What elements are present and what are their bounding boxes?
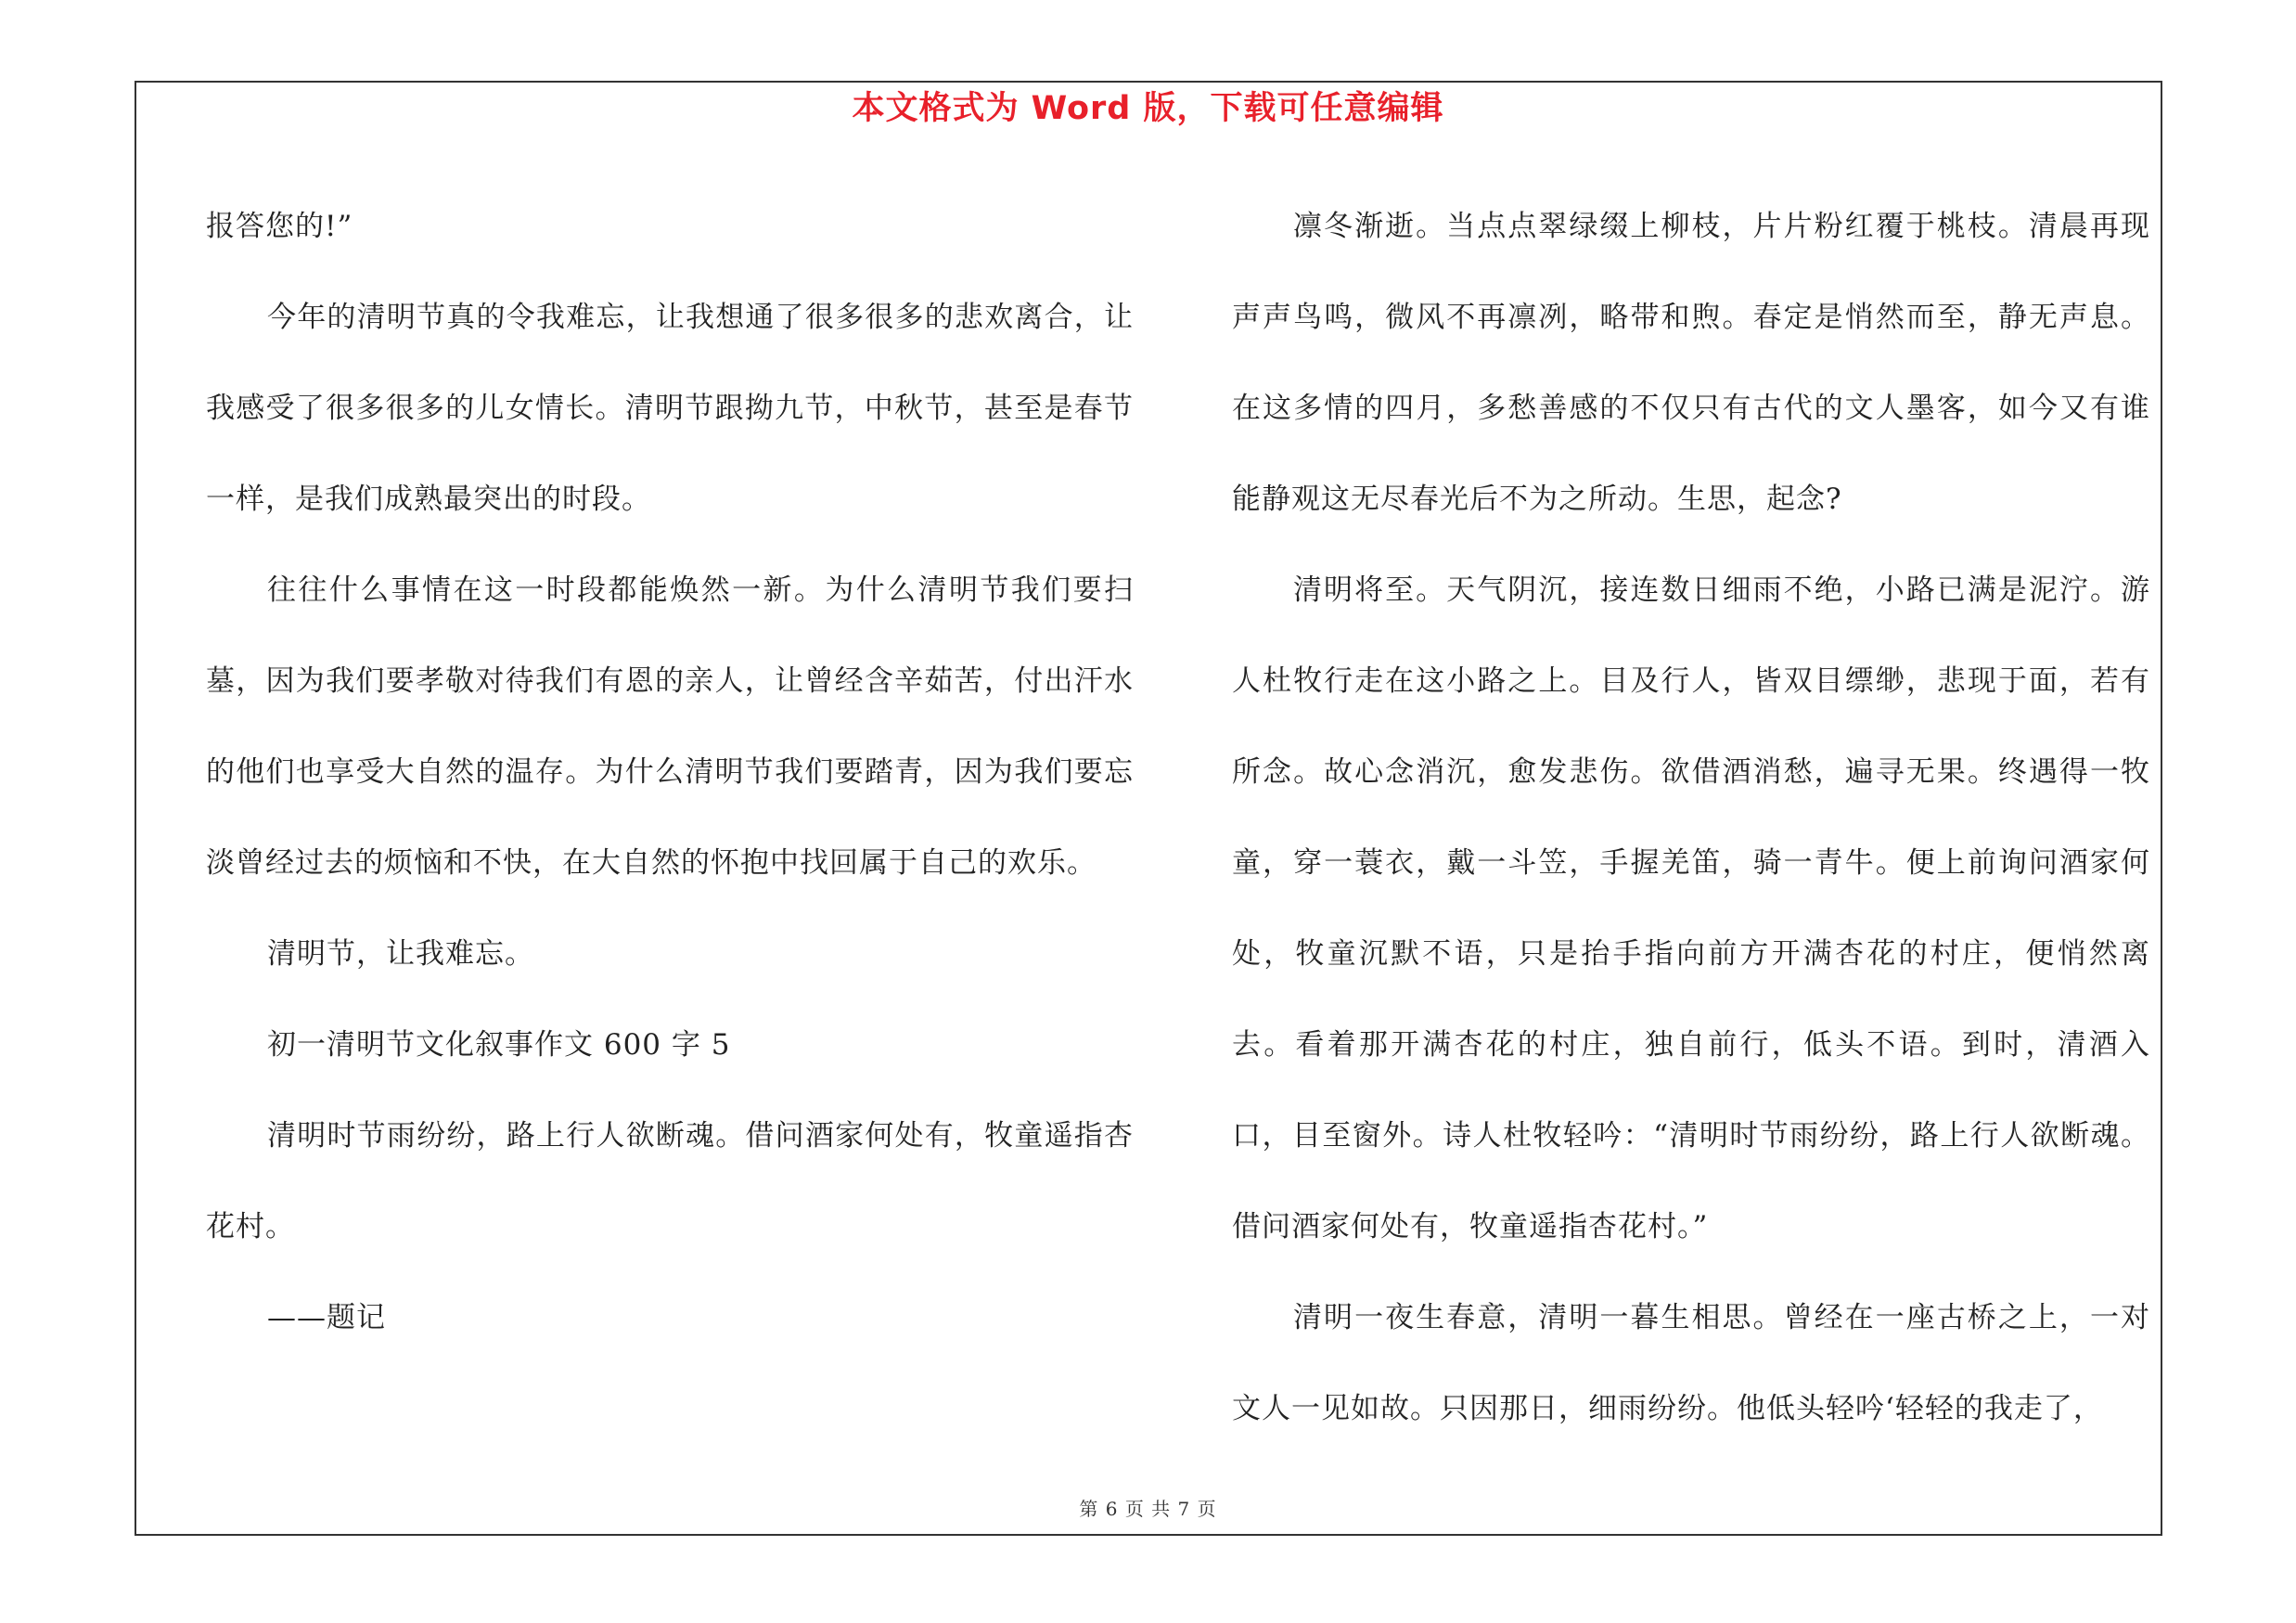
paragraph: 凛冬渐逝。当点点翠绿缀上柳枝，片片粉红覆于桃枝。清晨再现声声鸟鸣，微风不再凛冽，略带和煦。春定是悄然而至，静无声息。在这多情的四月，多愁善感的不仅只有古代的文人墨客，如今又有谁能静观这无尽春光后不为之所动。生思，起念? <box>1232 210 2150 516</box>
paragraph: 报答您的!” <box>206 210 353 243</box>
paragraph: 清明一夜生春意，清明一暮生相思。曾经在一座古桥之上，一对文人一见如故。只因那日，细雨纷纷。他低头轻吟‘轻轻的我走了， <box>1232 1301 2150 1425</box>
epigraph-attribution: ——题记 <box>267 1301 386 1334</box>
header-banner: 本文格式为 Word 版，下载可任意编辑 <box>852 90 1444 127</box>
paragraph: 清明将至。天气阴沉，接连数日细雨不绝，小路已满是泥泞。游人杜牧行走在这小路之上。目及行人，皆双目缥缈，悲现于面，若有所念。故心念消沉，愈发悲伤。欲借酒消愁，遍寻无果。终遇得一牧童，穿一蓑衣，戴一斗笠，手握羌笛，骑一青牛。便上前询问酒家何处，牧童沉默不语，只是抬手指向前方开满杏花的村庄，便悄然离去。看着那开满杏花的村庄，独自前行，低头不语。到时，清酒入口，目至窗外。诗人杜牧轻吟：“清明时节雨纷纷，路上行人欲断魂。借问酒家何处有，牧童遥指杏花村。” <box>1232 573 2150 1243</box>
paragraph: 今年的清明节真的令我难忘，让我想通了很多很多的悲欢离合，让我感受了很多很多的儿女情长。清明节跟拗九节，中秋节，甚至是春节一样，是我们成熟最突出的时段。 <box>206 301 1134 516</box>
page-number: 第 6 页 共 7 页 <box>1079 1498 1217 1520</box>
section-heading: 初一清明节文化叙事作文 600 字 5 <box>267 1028 731 1062</box>
paragraph: 往往什么事情在这一时段都能焕然一新。为什么清明节我们要扫墓，因为我们要孝敬对待我们有恩的亲人，让曾经含辛茹苦，付出汗水的他们也享受大自然的温存。为什么清明节我们要踏青，因为我们要忘淡曾经过去的烦恼和不快，在大自然的怀抱中找回属于自己的欢乐。 <box>206 573 1134 880</box>
paragraph: 清明节，让我难忘。 <box>267 937 534 971</box>
epigraph: 清明时节雨纷纷，路上行人欲断魂。借问酒家何处有，牧童遥指杏花村。 <box>206 1119 1134 1243</box>
right-column <box>1232 181 2150 1454</box>
left-column <box>206 181 1134 1363</box>
